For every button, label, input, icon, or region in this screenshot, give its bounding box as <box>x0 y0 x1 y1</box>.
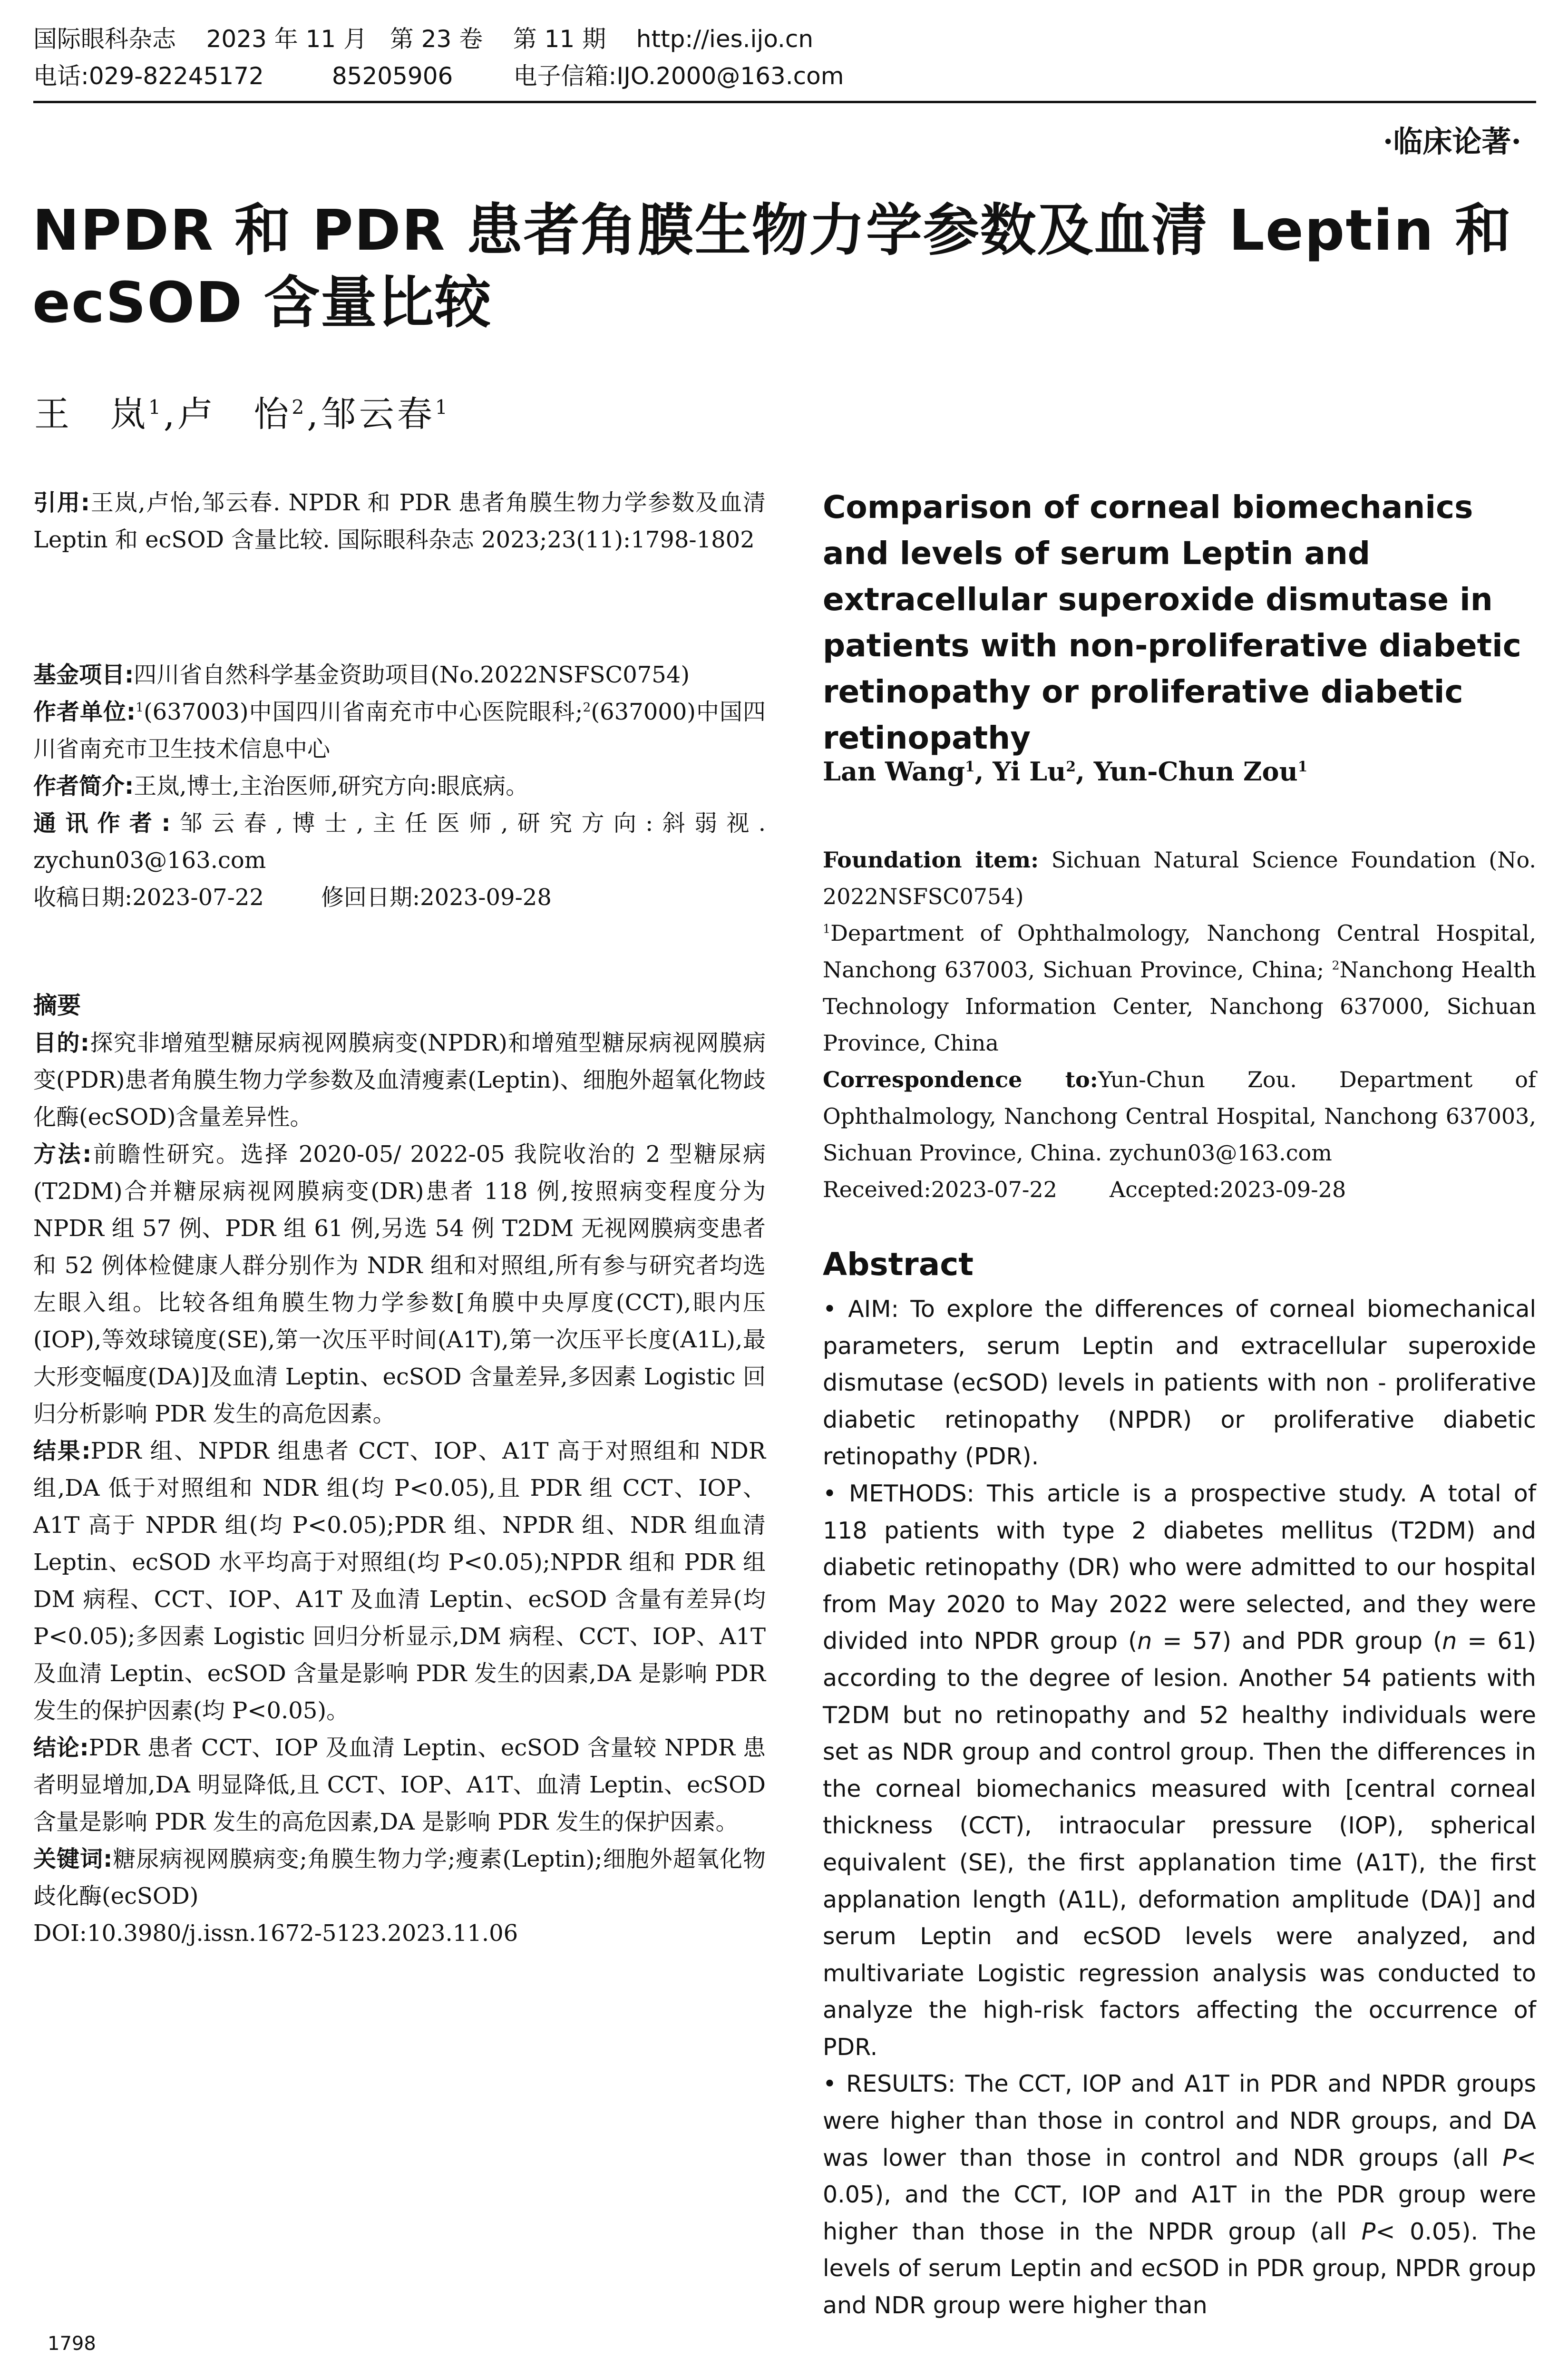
results-en <box>823 2065 1536 2324</box>
aim-text: 探究非增殖型糖尿病视网膜病变(NPDR)和增殖型糖尿病视网膜病变(PDR)患者角膜生物力学参数及血清瘦素(Leptin)、细胞外超氧化物歧化酶(ecSOD)含量差异性。 <box>33 1030 766 1130</box>
article-title-en: Comparison of corneal biomechanics and levels of serum Leptin and extracellular superoxide dismutase in patients with non-proliferative diabetic retinopathy or proliferative diabetic retinopathy <box>823 489 1521 756</box>
header-rule <box>33 101 1536 103</box>
citation-block <box>33 484 766 558</box>
bio-text: 王岚,博士,主治医师,研究方向:眼底病。 <box>134 773 529 799</box>
received-label: 收稿日期: <box>33 884 133 911</box>
dept-sup: 2 <box>1332 958 1340 973</box>
article-info-en <box>823 842 1536 1208</box>
aim-label: 目的: <box>33 1030 89 1056</box>
accepted-label-en: Accepted: <box>1109 1177 1220 1202</box>
results-en-text: • RESULTS: The CCT, IOP and A1T in PDR and NPDR groups were higher than those in control and NDR groups, and DA was lower than those in control and NDR groups (all <box>823 2070 1536 2172</box>
author-affiliation: 1 <box>148 396 164 419</box>
received-label-en: Received: <box>823 1177 931 1202</box>
article-info-block <box>33 656 766 916</box>
author-name: 王 岚 <box>34 394 148 435</box>
received-date: 2023-07-22 <box>132 884 264 911</box>
methods-text: 前瞻性研究。选择 2020-05/ 2022-05 我院收治的 2 型糖尿病(T2DM)合并糖尿病视网膜病变(DR)患者 118 例,按照病变程度分为 NPDR 组 57 例、PDR 组 61 例,另选 54 例 T2DM 无视网膜病变患者和 52 例体检健康人群分别作为 NDR 组和对照组,所有参与研究者均选左眼入组。比较各组角膜生物力学参数[角膜中央厚度(CCT),眼内压(IOP),等效球镜度(SE),第一次压平时间(A1T),第一次压平长度(A1L),最大形变幅度(DA)]及血清 Leptin、ecSOD 含量差异,多因素 Logistic 回归分析影响 PDR 发生的高危因素。 <box>33 1141 766 1427</box>
article-title-cn: NPDR 和 PDR 患者角膜生物力学参数及血清 Leptin 和 ecSOD 含量比较 <box>32 197 1512 335</box>
aim-en: • AIM: To explore the differences of corneal biomechanical parameters, serum Leptin and extracellular superoxide dismutase (ecSOD) levels in patients with non - proliferative diabetic retinopathy (NPDR) or proliferative diabetic retinopathy (PDR). <box>823 1296 1536 1471</box>
page-number: 1798 <box>48 2333 96 2355</box>
fund-label: 基金项目: <box>33 662 134 688</box>
author-affiliation: 2 <box>1066 759 1076 775</box>
methods-en-text: • METHODS: This article is a prospective study. A total of 118 patients with type 2 diabetes mellitus (T2DM) and diabetic retinopathy (DR) who were admitted to our hospital from May 2020 to May 2022 were selected, and they were divided into NPDR group ( <box>823 1480 1536 1655</box>
stat-n: n <box>1137 1627 1152 1655</box>
results-label: 结果: <box>33 1438 91 1464</box>
abstract-heading-en: Abstract <box>823 1246 974 1283</box>
keywords-label: 关键词: <box>33 1846 113 1872</box>
unit-text: (637000)中国四川省南充市卫生技术信息中心 <box>33 699 766 762</box>
section-label: ·临床论著· <box>1383 124 1521 159</box>
journal-header-line2: 电话:029-82245172 85205906 电子信箱:IJO.2000@163.com <box>33 62 844 90</box>
stat-p: P <box>1361 2218 1376 2245</box>
citation-text: 王岚,卢怡,邹云春. NPDR 和 PDR 患者角膜生物力学参数及血清 Leptin 和 ecSOD 含量比较. 国际眼科杂志 2023;23(11):1798-1802 <box>33 489 766 553</box>
authors-cn: 王 岚$^1$,卢 怡$^2$,邹云春$^1$ <box>34 394 450 435</box>
unit-label: 作者单位: <box>33 699 136 725</box>
received-date-en: 2023-07-22 <box>931 1177 1057 1202</box>
unit-sup: 2 <box>583 700 591 715</box>
revised-label: 修回日期: <box>321 884 420 911</box>
stat-n: n <box>1442 1627 1457 1655</box>
author-affiliation: 1 <box>1297 759 1308 775</box>
author-name-en: Yun-Chun Zou <box>1093 756 1298 787</box>
foundation-text: Sichuan Natural Science Foundation (No. 2022NSFSC0754) <box>823 847 1536 909</box>
methods-en <box>823 1475 1536 2066</box>
results-en-text: < 0.05), and the CCT, IOP and A1T in the PDR group were higher than those in the NPDR group (all <box>823 2144 1536 2245</box>
methods-en-text: = 61) according to the degree of lesion. Another 54 patients with T2DM but no retinopathy and 52 healthy individuals were set as NDR group and control group. Then the differences in the corneal biomechanics measured with [central corneal thickness (CCT), intraocular pressure (IOP), spherical equivalent (SE), the first applanation time (A1T), the first applanation length (A1L), deformation amplitude (DA)] and serum Leptin and ecSOD levels were analyzed, and multivariate Logistic regression analysis was conducted to analyze the high-risk factors affecting the occurrence of PDR. <box>823 1627 1536 2061</box>
author-name: 邹云春 <box>321 394 435 435</box>
author-affiliation: 1 <box>964 759 975 775</box>
abstract-en <box>823 1291 1536 2324</box>
revised-date: 2023-09-28 <box>420 884 552 911</box>
correspondence-label: Correspondence to: <box>823 1067 1098 1092</box>
corr-label: 通讯作者: <box>33 810 171 837</box>
bio-label: 作者简介: <box>33 773 134 799</box>
unit-text: (637003)中国四川省南充市中心医院眼科; <box>143 699 583 725</box>
unit-sup: 1 <box>136 700 144 715</box>
author-name-en: Yi Lu <box>993 756 1066 787</box>
conclusion-text: PDR 患者 CCT、IOP 及血清 Leptin、ecSOD 含量较 NPDR 患者明显增加,DA 明显降低,且 CCT、IOP、A1T、血清 Leptin、ecSOD 含量是影响 PDR 发生的高危因素,DA 是影响 PDR 发生的保护因素。 <box>33 1734 766 1835</box>
author-affiliation: 1 <box>435 396 450 419</box>
doi-text: DOI:10.3980/j.issn.1672-5123.2023.11.06 <box>33 1920 518 1947</box>
corr-text: 邹云春,博士,主任医师,研究方向:斜弱视. zychun03@163.com <box>33 810 766 874</box>
accepted-date-en: 2023-09-28 <box>1220 1177 1346 1202</box>
results-text: PDR 组、NPDR 组患者 CCT、IOP、A1T 高于对照组和 NDR 组,DA 低于对照组和 NDR 组(均 P<0.05),且 PDR 组 CCT、IOP、A1T 高于 NPDR 组(均 P<0.05);PDR 组、NPDR 组、NDR 组血清 Leptin、ecSOD 水平均高于对照组(均 P<0.05);NPDR 组和 PDR 组 DM 病程、CCT、IOP、A1T 及血清 Leptin、ecSOD 含量有差异(均 P<0.05);多因素 Logistic 回归分析显示,DM 病程、CCT、IOP、A1T 及血清 Leptin、ecSOD 含量是影响 PDR 发生的因素,DA 是影响 PDR 发生的保护因素(均 P<0.05)。 <box>33 1438 766 1724</box>
correspondence-text: Yun-Chun Zou. Department of Ophthalmology, Nanchong Central Hospital, Nanchong 637003, Sichuan Province, China. zychun03@163.com <box>823 1067 1536 1166</box>
author-affiliation: 2 <box>292 396 307 419</box>
author-name-en: Lan Wang <box>823 756 965 787</box>
dept-text: Department of Ophthalmology, Nanchong Central Hospital, Nanchong 637003, Sichuan Province, China; <box>823 920 1536 983</box>
foundation-label: Foundation item: <box>823 847 1039 873</box>
fund-text: 四川省自然科学基金资助项目(No.2022NSFSC0754) <box>134 662 690 688</box>
keywords-text: 糖尿病视网膜病变;角膜生物力学;瘦素(Leptin);细胞外超氧化物歧化酶(ecSOD) <box>33 1846 766 1909</box>
stat-p: P <box>1502 2144 1517 2172</box>
dept-sup: 1 <box>823 922 831 936</box>
conclusion-label: 结论: <box>33 1734 89 1761</box>
results-en-text: < 0.05). The levels of serum Leptin and ecSOD in PDR group, NPDR group and NDR group were higher than <box>823 2218 1537 2319</box>
methods-label: 方法: <box>33 1141 92 1168</box>
author-name: 卢 怡 <box>177 394 292 435</box>
journal-header-line1: 国际眼科杂志 2023 年 11 月 第 23 卷 第 11 期 http://ies.ijo.cn <box>33 25 814 53</box>
methods-en-text: = 57) and PDR group ( <box>1152 1627 1442 1655</box>
dept-text: Nanchong Health Technology Information Center, Nanchong 637000, Sichuan Province, China <box>823 957 1536 1056</box>
citation-label: 引用: <box>33 489 90 516</box>
abstract-heading-cn: 摘要 <box>33 992 81 1019</box>
authors-en: Lan Wang$^1$, Yi Lu$^2$, Yun-Chun Zou$^1$ <box>823 756 1308 787</box>
abstract-cn <box>33 987 766 1952</box>
